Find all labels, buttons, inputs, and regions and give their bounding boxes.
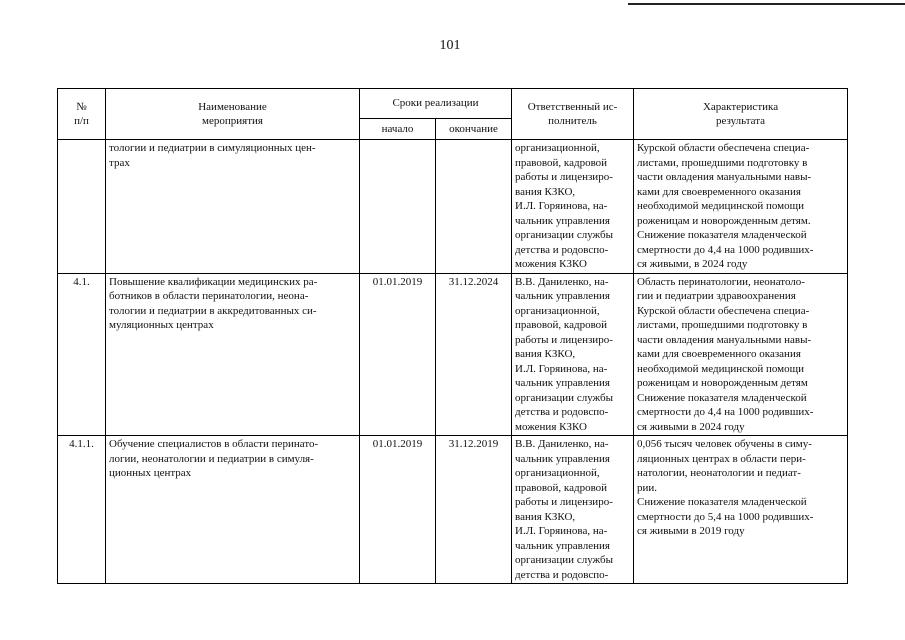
cell-result — [634, 273, 848, 436]
cell-end: 31.12.2024 — [436, 273, 512, 436]
cell-event-text: тологии и педиатрии в симуляционных цен- трах — [109, 142, 316, 169]
cell-event-text: Обучение специалистов в области перинато- логии, неонатологии и педиатрии в симуля- ционных центрах — [109, 438, 319, 479]
table-row — [58, 436, 848, 584]
header-result-text: Характеристика результата — [702, 100, 779, 127]
cell-num: 4.1.1. — [58, 436, 106, 584]
cell-responsible-text: В.В. Даниленко, на- чальник управления организационной, правовой, кадровой работы и лицензиро- вания КЗКО, И.Л. Горяинова, на- чальник управления организации службы детства и родовспо- — [515, 438, 613, 581]
header-responsible-text: Ответственный ис- полнитель — [527, 100, 618, 127]
page-number: 101 — [439, 38, 461, 53]
header-num-text: № п/п — [74, 100, 89, 127]
cell-event — [106, 273, 360, 436]
top-edge-line — [628, 3, 905, 5]
cell-result — [634, 436, 848, 584]
cell-start: 01.01.2019 — [360, 436, 436, 584]
cell-responsible — [512, 436, 634, 584]
cell-start — [360, 140, 436, 274]
cell-end — [436, 140, 512, 274]
cell-responsible — [512, 140, 634, 274]
cell-event — [106, 140, 360, 274]
cell-num — [58, 140, 106, 274]
header-end: окончание — [436, 119, 512, 140]
table-row — [58, 140, 848, 274]
header-event — [106, 89, 360, 140]
cell-event — [106, 436, 360, 584]
header-start: начало — [360, 119, 436, 140]
cell-responsible — [512, 273, 634, 436]
cell-result-text: Область перинатологии, неонатоло- гии и педиатрии здравоохранения Курской области обеспечена специа- листами, прошедшими подготовку в части овладения мануальными навы- ками для своевременного оказания необходимой медицинской помощи роженицам и новорожденным детям Снижение показателя младенческой смертности до 4,4 на 1000 родивших- ся живыми в 2024 году — [637, 275, 814, 433]
cell-end: 31.12.2019 — [436, 436, 512, 584]
header-result — [634, 89, 848, 140]
cell-responsible-text: организационной, правовой, кадровой работы и лицензиро- вания КЗКО, И.Л. Горяинова, на- чальник управления организации службы детства и родовспо- можения КЗКО — [515, 142, 613, 270]
cell-num: 4.1. — [58, 273, 106, 436]
cell-result — [634, 140, 848, 274]
header-num — [58, 89, 106, 140]
cell-start: 01.01.2019 — [360, 273, 436, 436]
header-responsible — [512, 89, 634, 140]
header-event-text: Наименование мероприятия — [198, 100, 267, 127]
table-row — [58, 273, 848, 436]
header-terms: Сроки реализации — [360, 89, 512, 119]
events-table — [57, 88, 848, 584]
cell-responsible-text: В.В. Даниленко, на- чальник управления организационной, правовой, кадровой работы и лицензиро- вания КЗКО, И.Л. Горяинова, на- чальник управления организации службы детства и родовспо- можения КЗКО — [515, 275, 613, 433]
cell-result-text: 0,056 тысяч человек обучены в симу- ляционных центрах в области пери- натологии, неонатологии и педиат- рии. Снижение показателя младенческой смертности до 5,4 на 1000 родивших- ся живыми в 2019 году — [637, 438, 814, 537]
cell-event-text: Повышение квалификации медицинских ра- ботников в области перинатологии, неона- тологии и педиатрии в аккредитованных си- муляционных центрах — [109, 275, 318, 331]
cell-result-text: Курской области обеспечена специа- листами, прошедшими подготовку в части овладения мануальными навы- ками для своевременного оказания необходимой медицинской помощи роженицам и новорожденным детям. Снижение показателя младенческой смертности до 4,4 на 1000 родивших- ся живыми, в 2024 году — [637, 142, 814, 270]
